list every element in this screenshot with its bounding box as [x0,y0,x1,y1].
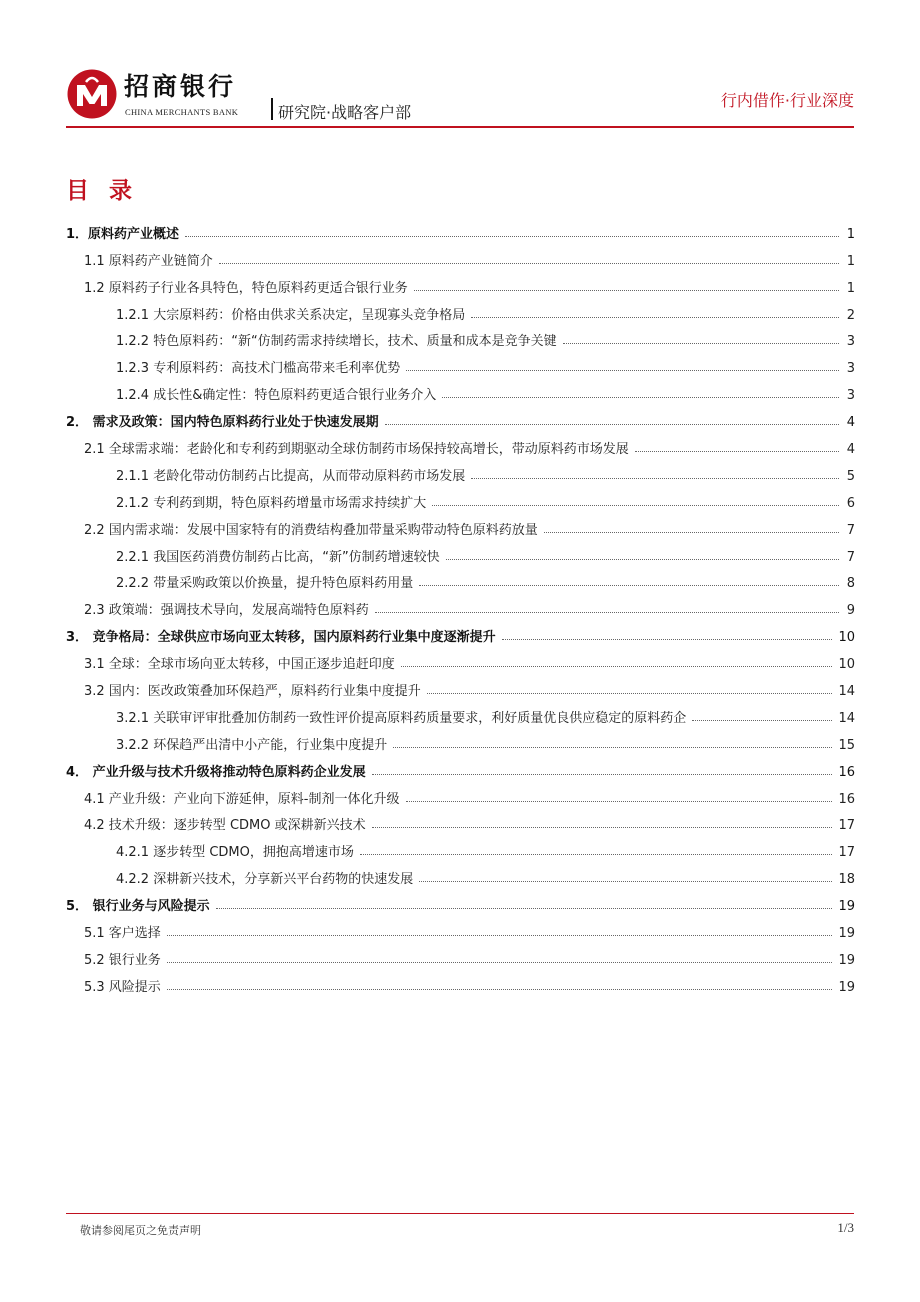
toc-leader-dots [471,478,839,479]
toc-entry-label: 4.1 产业升级：产业向下游延伸，原料-制剂一体化升级 [84,791,400,807]
toc-entry-page: 16 [838,791,855,807]
toc-entry-label: 2.3 政策端：强调技术导向，发展高端特色原料药 [84,603,369,619]
toc-entry[interactable] [66,269,855,296]
toc-entry-page: 7 [846,522,855,538]
toc-entry-page: 1 [846,280,855,296]
toc-entry-page: 5 [846,468,855,484]
toc-entry-page: 4 [846,442,855,458]
toc-entry-label: 1．原料药产业概述 [66,226,180,242]
toc-leader-dots [563,343,839,344]
toc-entry-label: 5.1 客户选择 [84,926,161,942]
toc-entry[interactable] [66,538,855,565]
toc-entry[interactable] [66,968,855,995]
toc-entry-label: 1.2.4 成长性&确定性：特色原料药更适合银行业务介入 [116,388,437,404]
toc-leader-dots [372,774,833,775]
toc-entry-label: 4.2.1 逐步转型 CDMO，拥抱高增速市场 [116,845,354,861]
toc-entry-page: 1 [846,253,855,269]
header-rule [66,126,854,128]
toc-entry-page: 19 [838,979,855,995]
toc-entry[interactable] [66,511,855,538]
toc-entry[interactable] [66,699,855,726]
toc-leader-dots [427,693,833,694]
toc-leader-dots [692,720,832,721]
toc-entry-page: 3 [846,361,855,377]
toc-leader-dots [419,881,832,882]
toc-entry-label: 2.2.1 我国医药消费仿制药占比高，“新”仿制药增速较快 [116,549,440,565]
report-type-tag: 行内借作·行业深度 [720,91,854,110]
toc-leader-dots [167,935,833,936]
toc-entry-label: 1.1 原料药产业链简介 [84,253,213,269]
toc-entry[interactable] [66,672,855,699]
toc-entry[interactable] [66,565,855,592]
toc-entry[interactable] [66,296,855,323]
toc-entry-page: 19 [838,952,855,968]
toc-entry-label: 4.2 技术升级：逐步转型 CDMO 或深耕新兴技术 [84,818,366,834]
brand-name: 招商银行 [124,72,237,101]
toc-leader-dots [471,317,839,318]
toc-entry[interactable] [66,860,855,887]
toc-leader-dots [635,451,839,452]
toc-entry-page: 9 [846,603,855,619]
toc-entry[interactable] [66,726,855,753]
header-divider [271,98,273,120]
cmb-logo-icon [66,68,118,120]
toc-entry-page: 7 [846,549,855,565]
toc-entry-label: 3． 竞争格局：全球供应市场向亚太转移，国内原料药行业集中度逐渐提升 [66,630,496,646]
toc-entry-label: 3.1 全球：全球市场向亚太转移，中国正逐步追赶印度 [84,657,395,673]
toc-entry[interactable] [66,484,855,511]
toc-entry[interactable] [66,645,855,672]
toc-entry-page: 1 [846,226,855,242]
toc-entry-page: 17 [838,818,855,834]
toc-entry-label: 2.2.2 带量采购政策以价换量，提升特色原料药用量 [116,576,414,592]
toc-entry[interactable] [66,242,855,269]
toc-entry[interactable] [66,591,855,618]
toc-leader-dots [442,397,839,398]
toc-entry-page: 3 [846,388,855,404]
toc-entry-page: 16 [838,764,855,780]
footer-rule [66,1213,854,1214]
toc-leader-dots [375,612,839,613]
toc-entry-label: 2． 需求及政策：国内特色原料药行业处于快速发展期 [66,415,379,431]
toc-entry-label: 2.1.2 专利药到期，特色原料药增量市场需求持续扩大 [116,495,427,511]
toc-entry[interactable] [66,887,855,914]
toc-leader-dots [406,370,839,371]
toc-leader-dots [372,827,833,828]
toc-entry-label: 1.2.1 大宗原料药：价格由供求关系决定，呈现寡头竞争格局 [116,307,466,323]
toc-leader-dots [414,290,839,291]
brand-name-en: CHINA MERCHANTS BANK [125,107,239,117]
toc-entry[interactable] [66,457,855,484]
toc-entry-page: 4 [846,415,855,431]
toc-entry-label: 1.2.3 专利原料药：高技术门槛高带来毛利率优势 [116,361,401,377]
toc-entry-page: 10 [838,630,855,646]
toc-entry-label: 5． 银行业务与风险提示 [66,899,210,915]
toc-entry[interactable] [66,807,855,834]
toc-entry-page: 14 [838,684,855,700]
toc-entry-label: 3.2 国内：医改政策叠加环保趋严，原料药行业集中度提升 [84,684,421,700]
toc-entry-label: 5.3 风险提示 [84,979,161,995]
toc-leader-dots [401,666,833,667]
toc-entry[interactable] [66,753,855,780]
toc-entry[interactable] [66,376,855,403]
toc-leader-dots [216,908,833,909]
toc-entry[interactable] [66,618,855,645]
toc-entry-page: 19 [838,899,855,915]
toc-entry[interactable] [66,833,855,860]
toc-entry-label: 2.2 国内需求端：发展中国家特有的消费结构叠加带量采购带动特色原料药放量 [84,522,538,538]
toc-entry[interactable] [66,215,855,242]
toc-entry-page: 10 [838,657,855,673]
toc-entry-label: 2.1.1 老龄化带动仿制药占比提高，从而带动原料药市场发展 [116,468,466,484]
toc-leader-dots [185,236,839,237]
toc-leader-dots [167,962,833,963]
toc-leader-dots [360,854,833,855]
page-indicator: 1/3 [837,1220,854,1235]
toc-entry-label: 5.2 银行业务 [84,952,161,968]
toc-entry-page: 8 [846,576,855,592]
toc-entry-label: 4． 产业升级与技术升级将推动特色原料药企业发展 [66,764,366,780]
toc-leader-dots [167,989,833,990]
toc-entry-page: 17 [838,845,855,861]
toc-entry-label: 2.1 全球需求端：老龄化和专利药到期驱动全球仿制药市场保持较高增长，带动原料药市场发展 [84,442,629,458]
toc-entry-page: 14 [838,710,855,726]
toc-entry-page: 6 [846,495,855,511]
toc-leader-dots [446,559,839,560]
toc-entry-label: 1.2.2 特色原料药：“新“仿制药需求持续增长，技术、质量和成本是竞争关键 [116,334,557,350]
toc-entry-page: 18 [838,872,855,888]
toc-entry[interactable] [66,349,855,376]
toc-entry[interactable] [66,914,855,941]
toc-entry[interactable] [66,941,855,968]
toc-leader-dots [393,747,832,748]
toc-entry-label: 3.2.2 环保趋严出清中小产能，行业集中度提升 [116,737,388,753]
toc-entry[interactable] [66,403,855,430]
toc-entry-page: 3 [846,334,855,350]
toc-entry-label: 1.2 原料药子行业各具特色，特色原料药更适合银行业务 [84,280,408,296]
toc-title: 目 录 [66,178,139,204]
toc-leader-dots [432,505,839,506]
toc-leader-dots [406,801,833,802]
table-of-contents [66,215,855,995]
toc-leader-dots [502,639,833,640]
toc-entry-page: 19 [838,926,855,942]
toc-leader-dots [219,263,839,264]
toc-leader-dots [419,585,839,586]
toc-entry-label: 3.2.1 关联审评审批叠加仿制药一致性评价提高原料药质量要求，利好质量优良供应稳定的原料药企 [116,710,687,726]
toc-entry[interactable] [66,323,855,350]
toc-entry-page: 15 [838,737,855,753]
toc-entry-page: 2 [846,307,855,323]
toc-leader-dots [544,532,839,533]
department-label: 研究院·战略客户部 [278,103,412,122]
toc-leader-dots [385,424,839,425]
toc-entry[interactable] [66,780,855,807]
toc-entry-label: 4.2.2 深耕新兴技术，分享新兴平台药物的快速发展 [116,872,414,888]
footer-disclaimer: 敬请参阅尾页之免责声明 [80,1224,201,1237]
toc-entry[interactable] [66,430,855,457]
